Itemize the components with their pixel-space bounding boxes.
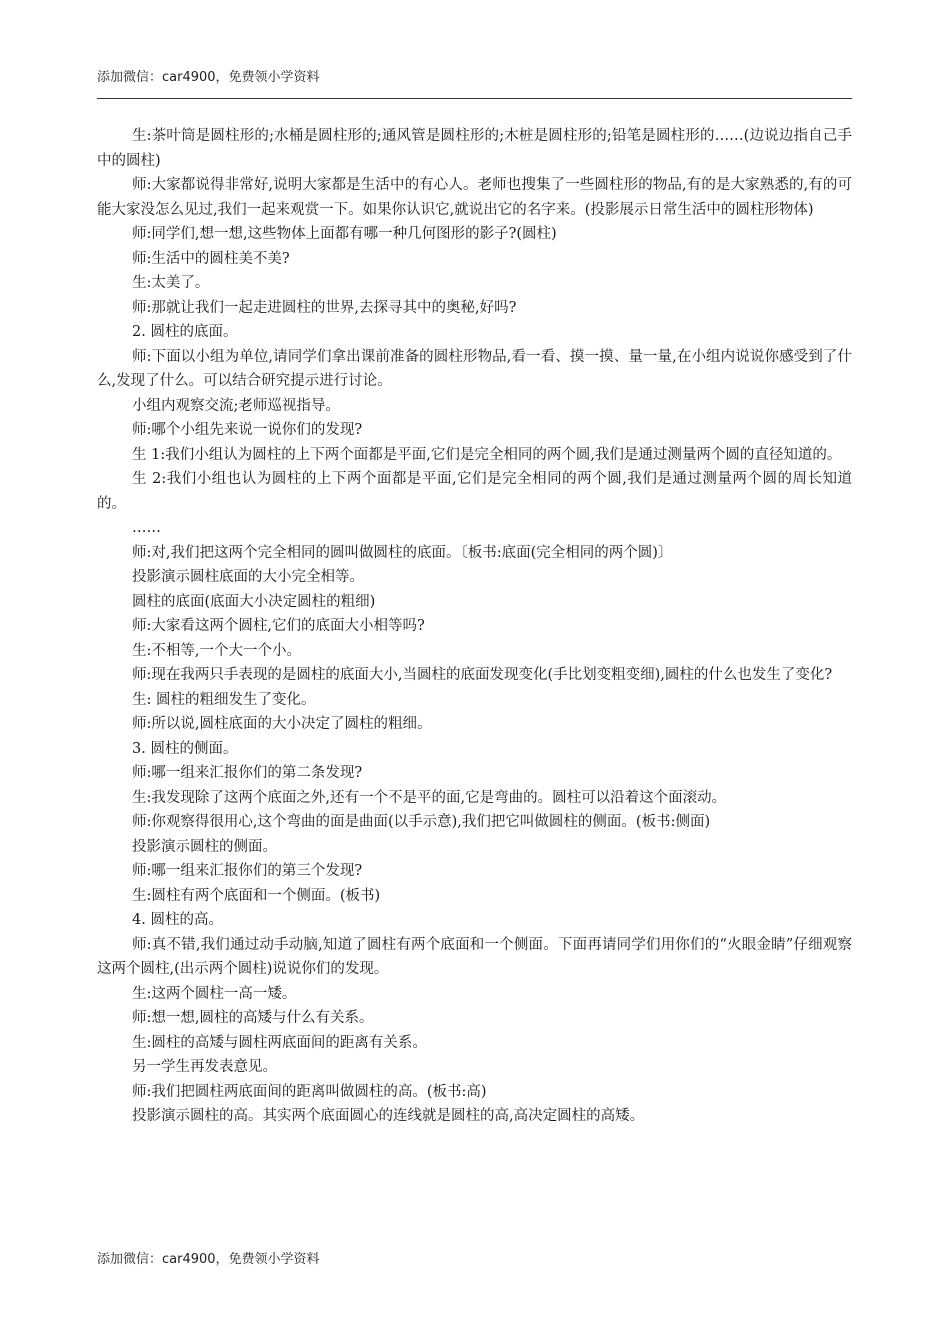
paragraph: 师:同学们,想一想,这些物体上面都有哪一种几何图形的影子?(圆柱) (132, 226, 557, 242)
header-divider (97, 98, 852, 99)
paragraph: 师:大家看这两个圆柱,它们的底面大小相等吗? (132, 618, 425, 634)
paragraph: 师:对,我们把这两个完全相同的圆叫做圆柱的底面。〔板书:底面(完全相同的两个圆)〕 (132, 544, 673, 561)
document-body (97, 124, 852, 1129)
paragraph: 生:茶叶筒是圆柱形的;水桶是圆柱形的;通风管是圆柱形的;木桩是圆柱形的;铅笔是圆柱形的……(边说边指自己手中的圆柱) (97, 128, 852, 169)
page-footer: 添加微信：car4900，免费领小学资料 (97, 1252, 320, 1267)
paragraph: 师:想一想,圆柱的高矮与什么有关系。 (132, 1010, 374, 1026)
section-heading: 3. 圆柱的侧面。 (132, 740, 238, 757)
paragraph: 生:我发现除了这两个底面之外,还有一个不是平的面,它是弯曲的。圆柱可以沿着这个面滚动。 (132, 789, 727, 806)
paragraph: 生:圆柱有两个底面和一个侧面。(板书) (132, 887, 381, 904)
paragraph: 师:你观察得很用心,这个弯曲的面是曲面(以手示意),我们把它叫做圆柱的侧面。(板书:侧面) (132, 814, 711, 830)
paragraph: 投影演示圆柱底面的大小完全相等。 (132, 569, 364, 585)
paragraph: 生: 圆柱的粗细发生了变化。 (132, 691, 316, 708)
paragraph: 圆柱的底面(底面大小决定圆柱的粗细) (132, 593, 376, 610)
paragraph: 生 1:我们小组认为圆柱的上下两个面都是平面,它们是完全相同的两个圆,我们是通过测量两个圆的直径知道的。 (132, 446, 842, 463)
section-heading: 4. 圆柱的高。 (132, 912, 223, 928)
paragraph: 生 2:我们小组也认为圆柱的上下两个面都是平面,它们是完全相同的两个圆,我们是通过测量两个圆的周长知道的。 (97, 471, 852, 512)
paragraph: 师:生活中的圆柱美不美? (132, 250, 290, 267)
section-heading: 2. 圆柱的底面。 (132, 324, 238, 340)
paragraph: 生:圆柱的高矮与圆柱两底面间的距离有关系。 (132, 1034, 427, 1051)
paragraph: 师:哪个小组先来说一说你们的发现? (132, 422, 363, 438)
paragraph: 投影演示圆柱的侧面。 (132, 838, 277, 855)
paragraph: 师:真不错,我们通过动手动脑,知道了圆柱有两个底面和一个侧面。下面再请同学们用你们的“火眼金睛”仔细观察这两个圆柱,(出示两个圆柱)说说你们的发现。 (97, 936, 852, 977)
paragraph: 另一学生再发表意见。 (132, 1059, 277, 1075)
page-header: 添加微信：car4900，免费领小学资料 (97, 70, 320, 85)
paragraph: 师:哪一组来汇报你们的第三个发现? (132, 863, 363, 879)
paragraph: 师:大家都说得非常好,说明大家都是生活中的有心人。老师也搜集了一些圆柱形的物品,有的是大家熟悉的,有的可能大家没怎么见过,我们一起来观赏一下。如果你认识它,就说出它的名字来。(投影展示日常生活中的圆柱形物体) (97, 177, 852, 218)
paragraph: 师:现在我两只手表现的是圆柱的底面大小,当圆柱的底面发现变化(手比划变粗变细),圆柱的什么也发生了变化? (132, 667, 833, 683)
paragraph: …… (132, 520, 161, 536)
paragraph: 小组内观察交流;老师巡视指导。 (132, 397, 340, 414)
paragraph: 师:那就让我们一起走进圆柱的世界,去探寻其中的奥秘,好吗? (132, 299, 517, 316)
paragraph: 投影演示圆柱的高。其实两个底面圆心的连线就是圆柱的高,高决定圆柱的高矮。 (132, 1108, 645, 1124)
paragraph: 生:不相等,一个大一个小。 (132, 642, 301, 659)
paragraph: 师:哪一组来汇报你们的第二条发现? (132, 765, 363, 781)
paragraph: 生:这两个圆柱一高一矮。 (132, 985, 297, 1002)
paragraph: 师:我们把圆柱两底面间的距离叫做圆柱的高。(板书:高) (132, 1083, 487, 1100)
paragraph: 师:下面以小组为单位,请同学们拿出课前准备的圆柱形物品,看一看、摸一摸、量一量,在小组内说说你感受到了什么,发现了什么。可以结合研究提示进行讨论。 (97, 348, 852, 389)
paragraph: 生:太美了。 (132, 275, 210, 291)
paragraph: 师:所以说,圆柱底面的大小决定了圆柱的粗细。 (132, 716, 432, 732)
